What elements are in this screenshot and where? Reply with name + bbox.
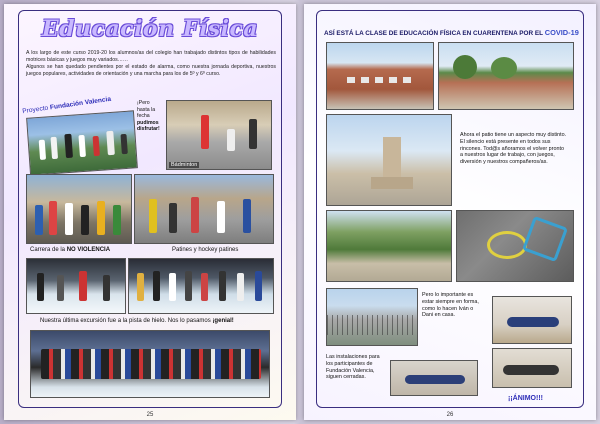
caption-badminton: Bádminton — [171, 162, 198, 168]
child-figure — [37, 273, 44, 301]
callout-pero-text: ¡Pero hasta la fecha — [137, 100, 156, 120]
fence — [327, 315, 418, 335]
photo-ice-rink-right — [128, 258, 274, 314]
caption-patines: Patines y hockey patines — [172, 247, 239, 253]
child-figure — [255, 271, 262, 301]
intro-paragraph-1: A los largo de este curso 2019-20 los alumnos/as del colegio han trabajado distintos tipos de habilidades motrices básicas y juegos muy variados…… — [26, 50, 276, 63]
child-figure — [185, 271, 192, 301]
child-figure — [81, 205, 89, 235]
text-animo: ¡¡ÁNIMO!!! — [508, 395, 543, 402]
photo-fundacion-group — [26, 110, 138, 175]
child-figure — [49, 201, 57, 235]
photo-patines — [134, 174, 274, 244]
photo-empty-court — [326, 288, 418, 346]
page-right — [304, 4, 596, 420]
caption-proyecto-prefix: Proyecto — [21, 104, 49, 116]
photo-tree-path — [326, 210, 452, 282]
person-exercising — [405, 375, 465, 384]
photo-ice-rink-left — [26, 258, 126, 314]
callout-pudimos-text: pudimos disfrutar! — [137, 119, 160, 133]
title-covid: COVID-19 — [544, 28, 579, 37]
caption-carrera — [30, 247, 110, 253]
page-title — [324, 28, 579, 37]
tree — [491, 57, 517, 79]
caption-excursion — [40, 318, 234, 324]
monument-base — [371, 177, 413, 189]
child-figure — [51, 137, 59, 159]
page-left — [4, 4, 296, 420]
person-exercising — [507, 317, 559, 327]
child-figure — [57, 275, 64, 301]
child-figure — [249, 119, 257, 149]
child-figure — [237, 273, 244, 301]
title-prefix: ASÍ ESTÁ LA CLASE DE EDUCACIÓN FÍSICA EN CUARENTENA POR EL — [324, 30, 543, 37]
photo-carrera — [26, 174, 132, 244]
group-row — [41, 349, 261, 379]
child-figure — [65, 203, 73, 235]
intro-paragraph-2: Algunos se han quedado pendientes por el estado de alarma, como nuestra jornada deportiva, nuestros juegos populares, actividades de orientación y una marcha para los de 5º y 6º curso. — [26, 64, 276, 77]
child-figure — [103, 275, 110, 301]
caption-proyecto-bold: Fundación Valencia — [49, 95, 112, 112]
photo-school-building — [326, 42, 434, 110]
text-instalaciones: Las instalaciones para los participantes de Fundación Valencia, siguen cerradas. — [326, 354, 380, 381]
child-figure — [219, 271, 226, 301]
child-figure — [78, 135, 86, 157]
child-figure — [113, 205, 121, 235]
caption-carrera-prefix: Carrera de la — [30, 247, 66, 253]
child-figure — [120, 134, 127, 154]
child-figure — [137, 273, 144, 301]
child-figure — [243, 199, 251, 233]
child-figure — [39, 140, 46, 160]
photo-ice-rink-group — [30, 330, 270, 398]
child-figure — [79, 271, 87, 301]
caption-excursion-bold: ¡genial! — [212, 318, 234, 324]
child-figure — [97, 201, 105, 235]
photo-badminton — [166, 100, 272, 170]
text-patio: Ahora el patio tiene un aspecto muy distinto. El silencio está presente en todos sus rincones. Tod@s añoramos el volver pronto a nuestros lugar de trabajo, con juegos, diversión y nuestros compañeros/as. — [460, 132, 567, 166]
photo-courtyard-trees — [438, 42, 574, 110]
child-figure — [227, 129, 235, 151]
caption-excursion-text: Nuestra última excursión fue a la pista de hielo. Nos lo pasamos — [40, 318, 211, 324]
child-figure — [35, 205, 43, 235]
child-figure — [64, 134, 73, 158]
caption-carrera-bold: NO VIOLENCIA — [66, 247, 111, 253]
child-figure — [93, 136, 100, 156]
tree — [453, 55, 477, 79]
court-marking — [522, 216, 568, 262]
child-figure — [201, 115, 209, 149]
intro-text — [26, 50, 276, 78]
child-figure — [106, 131, 115, 155]
child-figure — [169, 203, 177, 233]
child-figure — [217, 201, 225, 233]
photo-painted-court — [456, 210, 574, 282]
child-figure — [149, 199, 157, 233]
child-figure — [191, 197, 199, 233]
photo-exercise-dani — [390, 360, 478, 396]
page-number: 26 — [446, 412, 454, 418]
page-title: Educación Física — [41, 16, 259, 42]
window-row — [347, 77, 417, 83]
child-figure — [201, 273, 208, 301]
page-number: 25 — [146, 412, 154, 418]
text-forma: Pero lo importante es estar siempre en forma, como lo hacen Iván o Dani en casa. — [422, 292, 479, 319]
photo-exercise-ivan — [492, 296, 572, 344]
court-marking — [487, 231, 527, 259]
person-exercising — [503, 365, 559, 375]
child-figure — [153, 271, 160, 301]
callout-pero — [134, 98, 166, 138]
photo-monument — [326, 114, 452, 206]
child-figure — [169, 273, 176, 301]
photo-exercise-floor — [492, 348, 572, 388]
